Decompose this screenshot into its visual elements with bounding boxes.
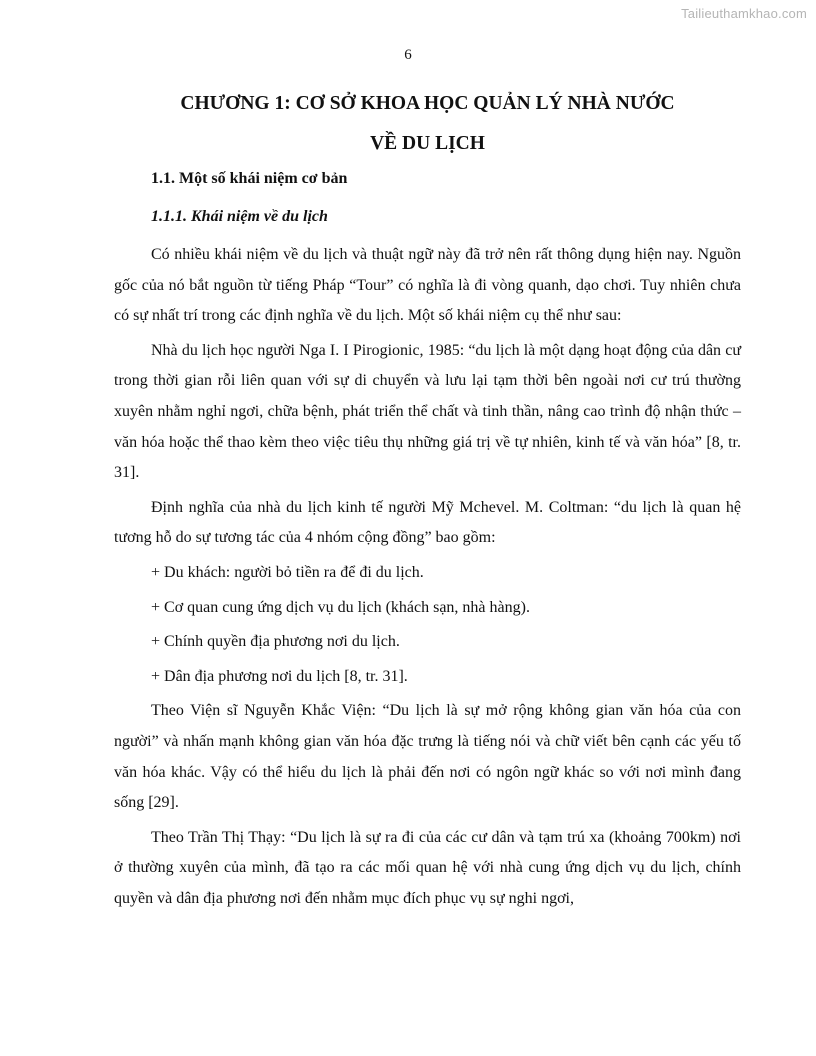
section-heading: 1.1. Một số khái niệm cơ bản [151,170,348,187]
list-item-local-residents: + Dân địa phương nơi du lịch [8, tr. 31]. [151,667,408,685]
paragraph-nguyen-khac-vien: Theo Viện sĩ Nguyễn Khắc Viện: “Du lịch là sự mở rộng không gian văn hóa của con người” và nhấn mạnh không gian văn hóa đặc trưng là tiếng nói và chữ viết bên cạnh các yếu tố văn hóa khác. Vậy có thể hiểu du lịch là phải đến nơi có ngôn ngữ khác so với nơi mình đang sống [29]. [114,702,741,812]
chapter-title [114,84,741,164]
paragraph-tran-thi-thay: Theo Trần Thị Thạy: “Du lịch là sự ra đi của các cư dân và tạm trú xa (khoảng 700km) nơi ở thường xuyên của mình, đã tạo ra các mối quan hệ với nhà cung ứng dịch vụ du lịch, chính quyền và dân địa phương nơi đến nhằm mục đích phục vụ sự nghi ngơi, [114,828,741,907]
paragraph-coltman-definition: Định nghĩa của nhà du lịch kinh tế người Mỹ Mchevel. M. Coltman: “du lịch là quan hệ tương hỗ do sự tương tác của 4 nhóm cộng đồng” bao gồm: [114,498,741,547]
subsection-heading: 1.1.1. Khái niệm về du lịch [151,208,328,225]
paragraph-intro: Có nhiều khái niệm về du lịch và thuật ngữ này đã trở nên rất thông dụng hiện nay. Nguồn gốc của nó bắt nguồn từ tiếng Pháp “Tour” có nghĩa là đi vòng quanh, dạo chơi. Tuy nhiên chưa có sự nhất trí trong các định nghĩa về du lịch. Một số khái niệm cụ thể như sau: [114,246,741,325]
list-item-tourists: + Du khách: người bỏ tiền ra để đi du lịch. [151,563,424,581]
list-item-local-government: + Chính quyền địa phương nơi du lịch. [151,633,400,651]
paragraph-pirogionic-definition: Nhà du lịch học người Nga I. I Pirogionic, 1985: “du lịch là một dạng hoạt động của dân cư trong thời gian rỗi liên quan với sự di chuyển và lưu lại tạm thời bên ngoài nơi cư trú thường xuyên nhằm nghỉ ngơi, chữa bệnh, phát triển thể chất và tinh thần, nâng cao trình độ nhận thức – văn hóa hoặc thể thao kèm theo việc tiêu thụ những giá trị về tự nhiên, kinh tế và văn hóa” [8, tr. 31]. [114,341,741,482]
chapter-title-line-2: VỀ DU LỊCH [370,133,485,154]
chapter-title-line-1: CHƯƠNG 1: CƠ SỞ KHOA HỌC QUẢN LÝ NHÀ NƯỚC [180,93,675,114]
page-number: 6 [404,47,412,63]
list-item-service-providers: + Cơ quan cung ứng dịch vụ du lịch (khách sạn, nhà hàng). [151,598,530,616]
body-text [114,240,741,918]
watermark: Tailieuthamkhao.com [681,6,807,21]
